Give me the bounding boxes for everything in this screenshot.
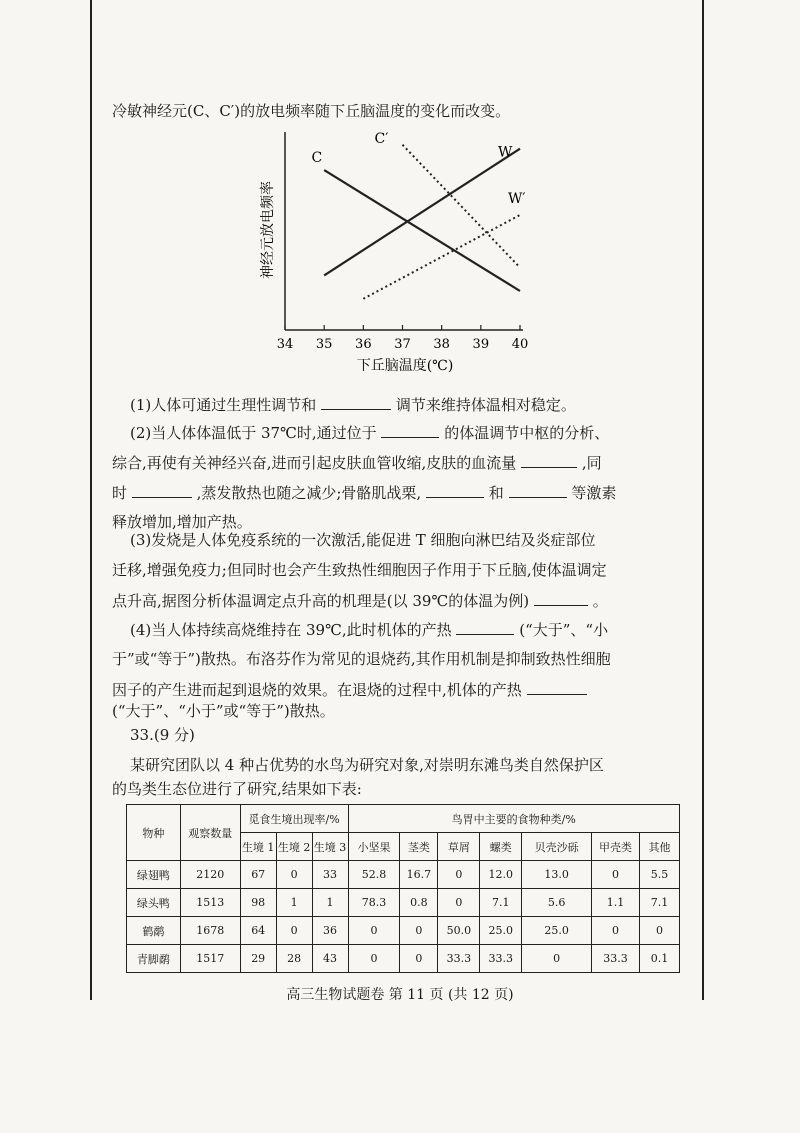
- answer-blank[interactable]: [527, 678, 587, 695]
- bird-niche-table: [126, 804, 680, 973]
- q33-intro-1: 某研究团队以 4 种占优势的水鸟为研究对象,对崇明东滩鸟类自然保护区: [130, 756, 604, 774]
- value-cell: 0: [592, 917, 640, 945]
- q4-line-1: (4)当人体持续高烧维持在 39℃,此时机体的产热 (“大于”、“小: [130, 618, 608, 641]
- value-cell: 0: [522, 945, 592, 973]
- subheader: 草屑: [438, 833, 480, 861]
- value-cell: 98: [240, 889, 276, 917]
- y-axis-label: 神经元放电频率: [260, 181, 276, 279]
- value-cell: 1678: [180, 917, 240, 945]
- q2-line-2: 综合,再使有关神经兴奋,进而引起皮肤血管收缩,皮肤的血流量 ,同: [112, 451, 602, 474]
- q1-line: (1)人体可通过生理性调节和 调节来维持体温相对稳定。: [130, 393, 576, 416]
- series-label: C: [311, 150, 323, 167]
- value-cell: 78.3: [348, 889, 400, 917]
- answer-blank[interactable]: [456, 618, 514, 635]
- value-cell: 25.0: [480, 917, 522, 945]
- q4-line-3: 因子的产生进而起到退烧的效果。在退烧的过程中,机体的产热: [112, 678, 587, 701]
- value-cell: 67: [240, 861, 276, 889]
- value-cell: 52.8: [348, 861, 400, 889]
- value-cell: 1517: [180, 945, 240, 973]
- x-tick-label: 34: [276, 337, 294, 352]
- value-cell: 1: [276, 889, 312, 917]
- value-cell: 29: [240, 945, 276, 973]
- q4-line-2: 于”或“等于”)散热。布洛芬作为常见的退烧药,其作用机制是抑制致热性细胞: [112, 650, 611, 668]
- subheader: 生境 2: [276, 833, 312, 861]
- page-footer: 高三生物试题卷 第 11 页 (共 12 页): [286, 987, 514, 1003]
- value-cell: 1.1: [592, 889, 640, 917]
- q33-title: 33.(9 分): [130, 726, 195, 744]
- value-cell: 0: [640, 917, 680, 945]
- answer-blank[interactable]: [321, 393, 391, 410]
- header-species: 物种: [127, 805, 181, 861]
- subheader: 其他: [640, 833, 680, 861]
- answer-blank[interactable]: [521, 451, 577, 468]
- series-layer: [311, 131, 525, 299]
- value-cell: 64: [240, 917, 276, 945]
- value-cell: 12.0: [480, 861, 522, 889]
- series-line-3: [363, 215, 520, 299]
- series-line-0: [324, 170, 520, 291]
- intro-line: 冷敏神经元(C、C′)的放电频率随下丘脑温度的变化而改变。: [112, 102, 511, 120]
- value-cell: 0: [348, 945, 400, 973]
- value-cell: 13.0: [522, 861, 592, 889]
- species-cell: 青脚鹬: [127, 945, 181, 973]
- value-cell: 0: [438, 861, 480, 889]
- x-tick-label: 40: [511, 337, 529, 352]
- value-cell: 50.0: [438, 917, 480, 945]
- header-habitat: 觅食生境出现率/%: [240, 805, 348, 833]
- value-cell: 36: [312, 917, 348, 945]
- value-cell: 2120: [180, 861, 240, 889]
- value-cell: 33.3: [438, 945, 480, 973]
- series-label: C′: [374, 130, 389, 147]
- series-label: W: [498, 144, 513, 161]
- value-cell: 7.1: [640, 889, 680, 917]
- value-cell: 0: [276, 917, 312, 945]
- q2-line-3: 时 ,蒸发散热也随之减少;骨骼肌战栗, 和 等激素: [112, 481, 616, 504]
- value-cell: 1513: [180, 889, 240, 917]
- x-tick-label: 35: [315, 337, 333, 352]
- species-cell: 绿翅鸭: [127, 861, 181, 889]
- subheader: 茎类: [400, 833, 438, 861]
- header-food: 鸟胃中主要的食物种类/%: [348, 805, 680, 833]
- value-cell: 0: [592, 861, 640, 889]
- value-cell: 33: [312, 861, 348, 889]
- x-tick-label: 38: [433, 337, 450, 352]
- value-cell: 33.3: [480, 945, 522, 973]
- value-cell: 5.5: [640, 861, 680, 889]
- value-cell: 33.3: [592, 945, 640, 973]
- series-line-1: [324, 149, 520, 276]
- q3-line-1: (3)发烧是人体免疫系统的一次激活,能促进 T 细胞向淋巴结及炎症部位: [130, 531, 596, 549]
- table-row: [127, 917, 680, 945]
- value-cell: 0: [276, 861, 312, 889]
- subheader: 甲壳类: [592, 833, 640, 861]
- value-cell: 0.1: [640, 945, 680, 973]
- species-cell: 绿头鸭: [127, 889, 181, 917]
- x-axis-label: 下丘脑温度(℃): [356, 358, 454, 374]
- x-tick-label: 36: [355, 337, 372, 352]
- table-row: [127, 945, 680, 973]
- subheader: 生境 1: [240, 833, 276, 861]
- x-tick-label: 37: [394, 337, 411, 352]
- header-count: 观察数量: [180, 805, 240, 861]
- value-cell: 0.8: [400, 889, 438, 917]
- x-tick-label: 39: [472, 337, 490, 352]
- q4-line-4: (“大于”、“小于”或“等于”)散热。: [112, 702, 335, 720]
- answer-blank[interactable]: [132, 481, 192, 498]
- subheader: 小坚果: [348, 833, 400, 861]
- discharge-chart: [255, 130, 545, 380]
- value-cell: 5.6: [522, 889, 592, 917]
- answer-blank[interactable]: [509, 481, 567, 498]
- series-label: W′: [508, 190, 526, 207]
- table-row: [127, 861, 680, 889]
- q2-line-1: (2)当人体体温低于 37℃时,通过位于 的体温调节中枢的分析、: [130, 421, 609, 444]
- answer-blank[interactable]: [381, 421, 439, 438]
- subheader: 螺类: [480, 833, 522, 861]
- value-cell: 0: [438, 889, 480, 917]
- value-cell: 16.7: [400, 861, 438, 889]
- q2-line-4: 释放增加,增加产热。: [112, 513, 252, 531]
- table-row: [127, 889, 680, 917]
- q3-line-3: 点升高,据图分析体温调定点升高的机理是(以 39℃的体温为例) 。: [112, 589, 608, 612]
- q33-intro-2: 的鸟类生态位进行了研究,结果如下表:: [112, 780, 362, 798]
- subheader: 生境 3: [312, 833, 348, 861]
- value-cell: 0: [400, 917, 438, 945]
- value-cell: 0: [400, 945, 438, 973]
- value-cell: 0: [348, 917, 400, 945]
- q3-line-2: 迁移,增强免疫力;但同时也会产生致热性细胞因子作用于下丘脑,使体温调定: [112, 561, 607, 579]
- x-tick-marks: [277, 325, 529, 352]
- answer-blank[interactable]: [534, 589, 588, 606]
- value-cell: 1: [312, 889, 348, 917]
- value-cell: 25.0: [522, 917, 592, 945]
- value-cell: 7.1: [480, 889, 522, 917]
- series-line-2: [403, 145, 521, 268]
- species-cell: 鹤鹬: [127, 917, 181, 945]
- answer-blank[interactable]: [426, 481, 484, 498]
- value-cell: 43: [312, 945, 348, 973]
- subheader: 贝壳沙砾: [522, 833, 592, 861]
- value-cell: 28: [276, 945, 312, 973]
